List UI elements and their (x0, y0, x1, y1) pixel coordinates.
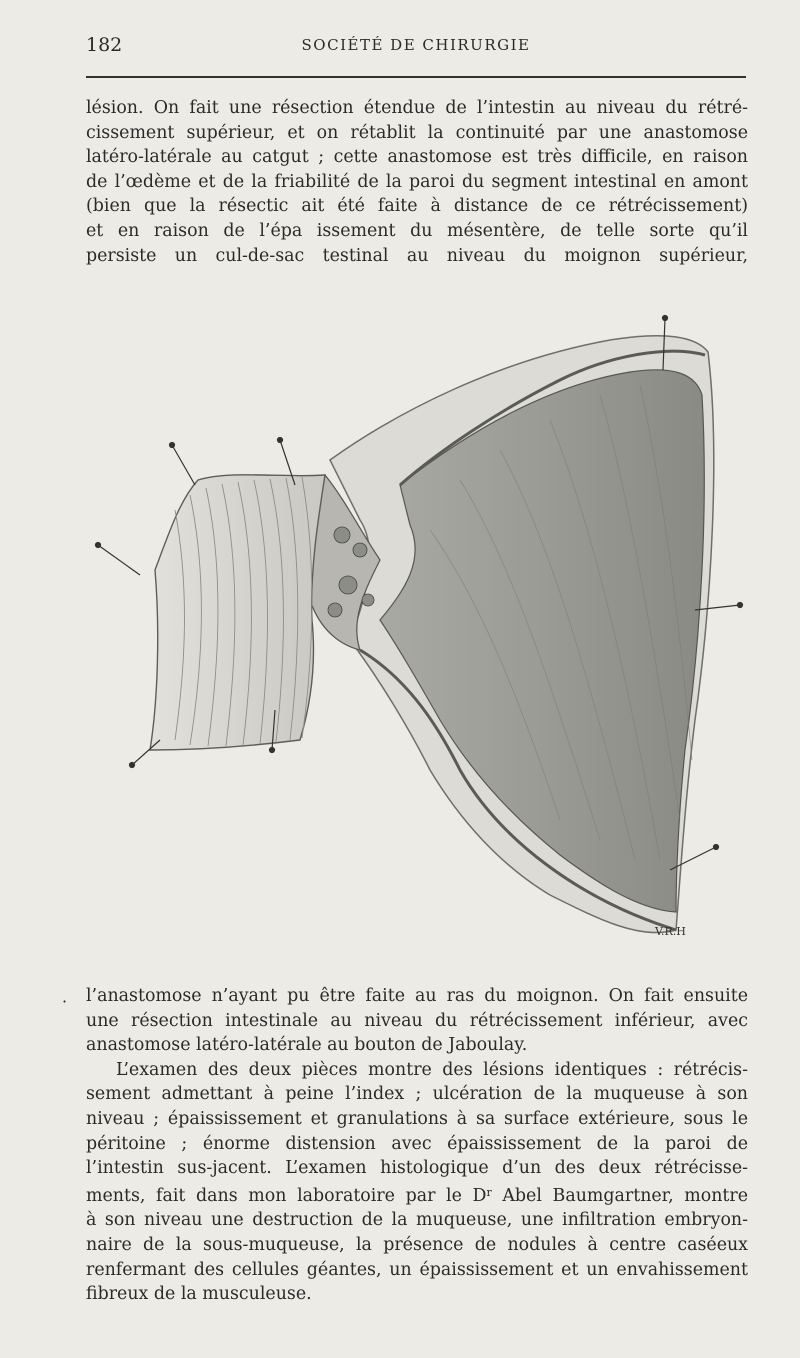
header-rule (86, 76, 746, 78)
intestine-drawing (80, 300, 750, 960)
artist-signature: V.R.H (655, 925, 686, 938)
text-line: une résection intestinale au niveau du rétrécissement inférieur, avec (86, 1010, 748, 1031)
text-line: de l’œdème et de la friabilité de la paroi du segment intestinal en amont (86, 171, 748, 192)
text-line: (bien que la résectic ait été faite à distance de ce rétrécissement) (86, 196, 748, 217)
pin-head-icon (130, 763, 135, 768)
pin-head-icon (663, 316, 668, 321)
text-line: niveau ; épaississement et granulations à sa surface extérieure, sous le (86, 1108, 748, 1129)
text-segment: Abel Baumgartner, montre (491, 1185, 748, 1206)
pin-head-icon (270, 748, 275, 753)
page-header (86, 34, 746, 62)
superscript: r (486, 1185, 492, 1199)
text-line: l’anastomose n’ayant pu être faite au ras du moignon. On fait ensuite (86, 986, 748, 1006)
text-line: l’intestin sus-jacent. L’examen histologique d’un des deux rétrécisse- (86, 1158, 748, 1179)
gutter-mark: · (62, 992, 68, 1011)
text-line: et en raison de l’épa issement du mésentère, de telle sorte qu’il (86, 220, 748, 241)
text-line: renfermant des cellules géantes, un épaississement et un envahissement (86, 1259, 748, 1280)
pin-head-icon (278, 438, 283, 443)
paragraph-top (86, 96, 748, 268)
running-title: SOCIÉTÉ DE CHIRURGIE (301, 36, 531, 54)
pin-head-icon (170, 443, 175, 448)
text-line: lésion. On fait une résection étendue de l’intestin au niveau du rétré- (86, 98, 748, 118)
text-line: cissement supérieur, et on rétablit la continuité par une anastomose (86, 122, 748, 143)
text-line: fibreux de la musculeuse. (86, 1284, 312, 1305)
anatomical-illustration (80, 300, 750, 960)
text-line: péritoine ; énorme distension avec épaississement de la paroi de (86, 1133, 748, 1154)
page-number: 182 (86, 34, 123, 56)
text-line: persiste un cul-de-sac testinal au niveau du moignon supérieur, (86, 245, 748, 266)
text-line: à son niveau une destruction de la muqueuse, une infiltration embryon- (86, 1210, 748, 1231)
text-line: sement admettant à peine l’index ; ulcération de la muqueuse à son (86, 1084, 748, 1105)
paragraph-bottom (86, 984, 748, 1307)
text-line: anastomose latéro-latérale au bouton de Jaboulay. (86, 1035, 528, 1056)
text-line: naire de la sous-muqueuse, la présence de nodules à centre caséeux (86, 1234, 748, 1255)
text-line: L’examen des deux pièces montre des lésions identiques : rétrécis- (116, 1059, 748, 1080)
text-segment: ments, fait dans mon laboratoire par le D (86, 1185, 487, 1206)
pin-head-icon (714, 845, 719, 850)
pin-head-icon (738, 603, 743, 608)
pin-head-icon (96, 543, 101, 548)
text-line-with-superscript (86, 1181, 748, 1209)
text-line: latéro-latérale au catgut ; cette anastomose est très difficile, en raison (86, 147, 748, 168)
